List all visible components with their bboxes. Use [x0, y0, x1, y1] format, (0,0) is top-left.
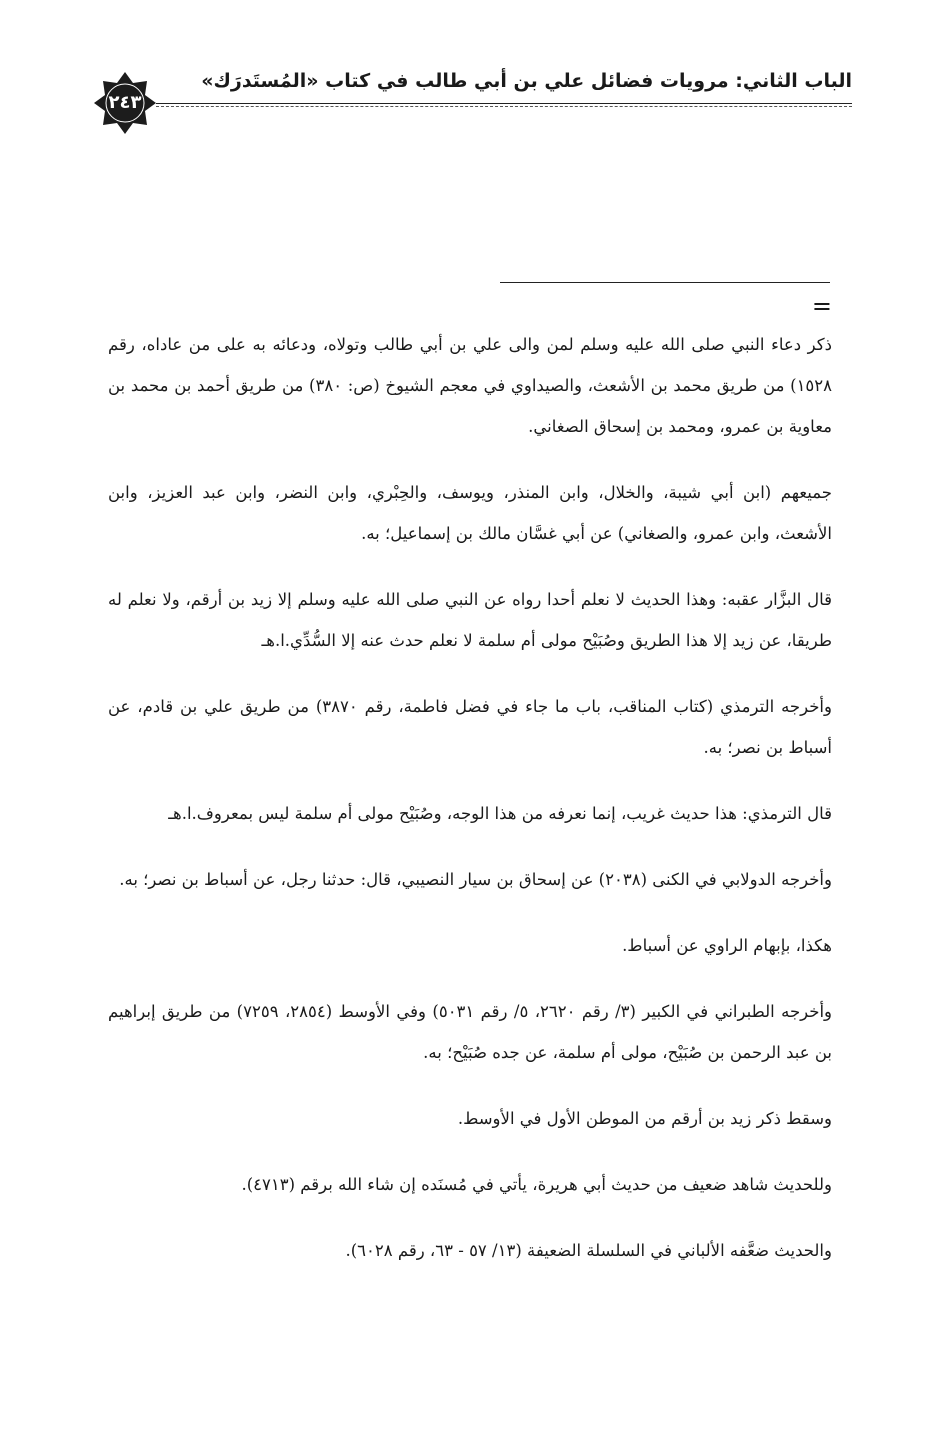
footnote-continuation-mark: = [811, 292, 832, 320]
header-rule-dashed [156, 106, 852, 107]
paragraph: جميعهم (ابن أبي شيبة، والخلال، وابن المنذر، ويوسف، والحِبْري، وابن النضر، وابن عبد العزيز، وابن الأشعث، وابن عمرو، والصغاني) عن أبي غسَّان مالك بن إسماعيل؛ به. [108, 483, 832, 543]
running-head-title: الباب الثاني: مرويات فضائل علي بن أبي طالب في كتاب «المُستَدرَك» [201, 70, 852, 92]
paragraph: وأخرجه الدولابي في الكنى (٢٠٣٨) عن إسحاق بن سيار النصيبي، قال: حدثنا رجل، عن أسباط بن نصر؛ به. [119, 870, 832, 889]
page-number: ٢٤٣ [108, 92, 142, 113]
header-rule [156, 103, 852, 104]
paragraph: وللحديث شاهد ضعيف من حديث أبي هريرة، يأتي في مُسنَده إن شاء الله برقم (٤٧١٣). [241, 1175, 832, 1194]
paragraph: وأخرجه الترمذي (كتاب المناقب، باب ما جاء في فضل فاطمة، رقم ٣٨٧٠) من طريق علي بن قادم، عن أسباط بن نصر؛ به. [108, 697, 832, 757]
paragraph: ذكر دعاء النبي صلى الله عليه وسلم لمن والى علي بن أبي طالب وتولاه، ودعائه به على من عاداه، رقم ١٥٢٨) من طريق محمد بن الأشعث، والصيداوي في معجم الشيوخ (ص: ٣٨٠) من طريق أحمد بن محمد بن معاوية بن عمرو، ومحمد بن إسحاق الصغاني. [108, 335, 833, 436]
footnote-body [108, 324, 832, 1296]
paragraph: قال البزَّار عقبه: وهذا الحديث لا نعلم أحدا رواه عن النبي صلى الله عليه وسلم إلا زيد بن أرقم، ولا نعلم له طريقا، عن زيد إلا هذا الطريق وصُبَيْح مولى أم سلمة لا نعلم حدث عنه إلا السُّدِّي.ا.هـ [108, 590, 832, 650]
page-header [88, 58, 852, 118]
page-number-badge [92, 70, 158, 136]
paragraph: وأخرجه الطبراني في الكبير (٣/ رقم ٢٦٢٠، ٥/ رقم ٥٠٣١) وفي الأوسط (٢٨٥٤، ٧٢٥٩) من طريق إبراهيم بن عبد الرحمن بن صُبَيْح، مولى أم سلمة، عن جده صُبَيْح؛ به. [108, 1002, 833, 1062]
paragraph: وسقط ذكر زيد بن أرقم من الموطن الأول في الأوسط. [457, 1109, 832, 1128]
paragraph: قال الترمذي: هذا حديث غريب، إنما نعرفه من هذا الوجه، وصُبَيْح مولى أم سلمة ليس بمعروف.ا.هـ [168, 804, 832, 823]
paragraph: هكذا، بإبهام الراوي عن أسباط. [622, 936, 832, 955]
paragraph: والحديث ضعَّفه الألباني في السلسلة الضعيفة (١٣/ ٥٧ - ٦٣، رقم ٦٠٢٨). [345, 1241, 832, 1260]
footnote-separator [500, 282, 830, 283]
